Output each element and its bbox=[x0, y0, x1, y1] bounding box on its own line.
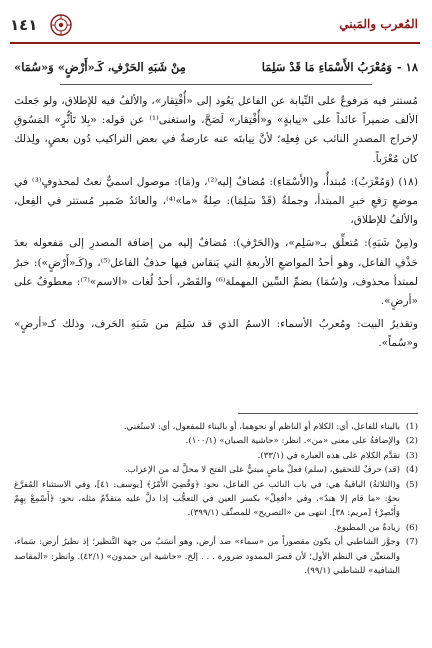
paragraph-2: (١٨) (وَمُعْرَبُ): مُبتدأٌ، و(الأَسْمَاءِ): مُضافٌ إليه⁽²⁾، و(مَا): موصول اسميٌّ نعتٌ لمحذوفٍ⁽³⁾ في موضعِ رَفعِ خبرِ المبتدأ، وجملةُ (قَدْ سَلِمَا): صِلةُ «ما»⁽⁴⁾، والعائدُ ضَمير مُستتر في الفِعل، والألفُ للإطلاق، bbox=[14, 175, 419, 227]
footnote-item: (7) وجوَّز الشاطبي أن يكون مقصوراً من «سماء» ضد أرض، وهو أنسَبُ من جهة التَّنظير؛ إذ نظيرُ أرض: سَماء، والمتعيِّن في النظم الأول؛ لأن قصرَ الممدود ضرورة . . . إلخ. «حاشية ابن حمدون» (٤٢/١). وانظر: «المقاصد الشافية» للشاطبي (٩٩/١). bbox=[14, 537, 418, 577]
main-text bbox=[14, 92, 418, 358]
footnotes bbox=[14, 420, 418, 578]
footnote-item: (2) والإضافةُ على معنى «من». انظر: «حاشية الصبان» (١٠٠/١). bbox=[185, 436, 418, 447]
verse-first-hemistich: وَمُعْرَبُ الأَسْمَاءِ مَا قَدْ سَلِمَا bbox=[261, 60, 392, 74]
paragraph-4: وتقديرُ البيت: ومُعربُ الأسماء: الاسمُ الذي قد سَلِمَ من شَبَهِ الحَرف، وذلك كـ«أرضٍ» و«سُماً». bbox=[14, 318, 418, 350]
verse-divider bbox=[60, 84, 372, 85]
rosette-ornament-icon bbox=[50, 14, 72, 36]
page-number: ١٤١ bbox=[10, 16, 38, 34]
footnote-divider bbox=[238, 413, 418, 414]
poem-verse bbox=[14, 60, 418, 80]
paragraph-3: و(مِنْ شَبَهِ): مُتعلِّق بـ«سَلِم»، و(الحَرْفِ): مُضافٌ إليه من إضافة المصدرِ إلى مَفعوله بعدَ حَذْفِ الفاعل، وهو أحدُ المواضعِ الأربعةِ التي يَنقاس فيها حذفُ الفاعل⁽⁵⁾، و(كَـ«أَرْضٍ»): خبرٌ لمبتدأ محذوف، و(سُمَا) بضمِّ السِّين المهملة⁽⁶⁾ والقَصْر، أحدُ لُغات «الاسم»⁽⁷⁾: معطوفٌ على «أرضٍ». bbox=[14, 237, 419, 308]
paragraph-1: مُستتر فيه مَرفوعٌ على النِّيابة عن الفاعل يَعُود إلى «أُفْتِقار»، والألفُ فيه للإطلاق، ولو جَعلتَ الألف ضميراً عائداً على «نِيابةٍ» و«أُفْتِقار» لَصَحَّ، واستغنى⁽¹⁾ عن قوله: «بِلا تَأثُّرٍ» المَسُوقِ لإخراج المصدرِ النائب عن فِعلِه؛ لأنَّ نِيابتَه عنه عارضةٌ في بعض التراكيب دُون بعضٍ، ولِذلك كان مُعْرَباً. bbox=[14, 95, 418, 165]
footnote-item: (4) (قد) حرفٌ للتحقيق، (سلم) فعلٌ ماضٍ مبنيٌّ على الفتح لا محلَّ له من الإعراب. bbox=[124, 465, 418, 476]
running-title: المُعرب والمَبني bbox=[339, 17, 418, 31]
footnote-item: (5) و(الثلاثةُ) الباقيةُ هي: في باب النائب عن الفاعل، نحو: ﴿وَقُضِيَ الأَمْرُ﴾ [يوسف: ٤١]، وفي الاستثناء المُفرَّغ نحوُ: «ما قام إلا هندٌ»، وفي «أفعِلْ» بكسر العين في التعجُّب إذا دلَّ عليه متقدِّمٌ مثله، نحو: ﴿أَسْمِعْ بِهِمْ وَأَبْصِرْ﴾ [مريم: ٣٨]. انتهى من «التصريح» للمصنِّف (٣٩٩/١). bbox=[14, 479, 418, 519]
verse-second-hemistich: مِنْ شَبَهِ الحَرْفِ، كَـ«أَرْضٍ» وَ«سُمَا» bbox=[14, 60, 186, 74]
verse-number: ١٨ - bbox=[396, 60, 418, 74]
header-divider bbox=[10, 42, 420, 44]
footnote-item: (6) زيادةٌ من المطبوع. bbox=[333, 522, 418, 533]
page-header bbox=[10, 14, 420, 44]
footnote-item: (3) تقدَّم الكلام على هذه العبارة في (٣٣/١). bbox=[257, 450, 418, 461]
footnote-item: (1) بالبناء للفاعل، أي: الكلام أو الناظم أو نحوهما، أو بالبناء للمفعول، أي: لاستُغني. bbox=[123, 422, 418, 432]
